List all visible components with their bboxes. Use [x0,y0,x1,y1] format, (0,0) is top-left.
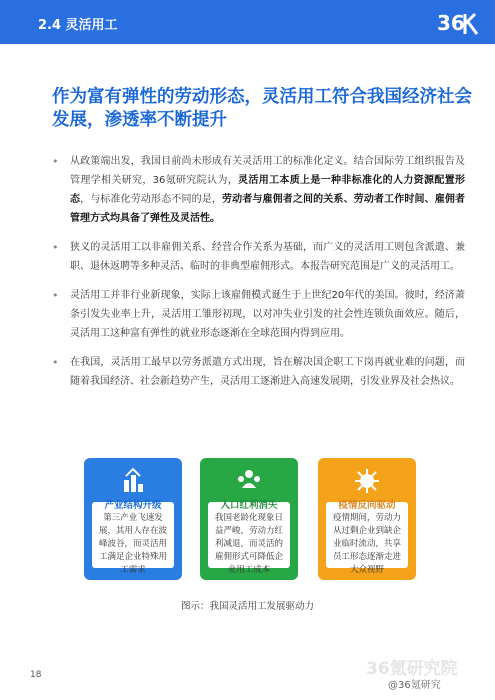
figure-caption: 图示：我国灵活用工发展驱动力 [180,601,314,612]
bullet-list [50,152,465,401]
bullet-item [50,353,465,391]
36kr-logo-icon [435,8,483,38]
bullet-dot-icon: • [52,356,59,369]
section-header-bar [0,0,495,44]
bullet-text: 灵活用工并非行业新现象，实际上该雇佣模式诞生于上世纪20年代的美国。彼时，经济萧条引发失业率上升，灵活用工雏形初现，以对冲失业引发的社会性连锁负面效应。随后，灵活用工这种富有弹性的就业形态逐渐在全球范围内得到应用。 [70,290,465,339]
virus-icon [352,466,382,496]
bullet-text: 狭义的灵活用工以非雇佣关系、经营合作关系为基础，而广义的灵活用工则包含派遣、兼职、退休返聘等多种灵活、临时的非典型雇佣形式。本报告研究范围是广义的灵活用工。 [70,242,465,272]
bullet-item [50,286,465,343]
driver-card [318,458,416,580]
watermark-text: 36氪研究院 [366,659,458,679]
svg-text:36: 36 [437,11,465,35]
bullet-bold-text: 灵活用工本质上是一种非标准化的人力资源配置形态 [70,175,465,205]
section-title: 2.4 灵活用工 [38,18,118,33]
card-text: 第三产业飞速发展，其用人存在波峰波谷，而灵活用工满足企业特殊用工需求 [98,513,167,575]
bullet-bold-text: 劳动者与雇佣者之间的关系、劳动者工作时间、雇佣者管理方式均具备了弹性及灵活性。 [70,194,466,224]
bullet-text: ，与标准化劳动形态不同的是， [80,194,222,205]
bullet-item [50,238,465,276]
page-headline: 作为富有弹性的劳动形态，灵活用工符合我国经济社会发展，渗透率不断提升 [52,87,472,130]
card-text: 疫情期间，劳动力从过剩企业到缺企业临时流动，共享员工形态逐渐走进大众视野 [332,513,401,575]
driver-card [200,458,298,580]
bullet-text: 从政策端出发，我国目前尚未形成有关灵活用工的标准化定义。结合国际劳工组织报告及管理学相关研究，36氪研究院认为， [70,156,465,186]
card-text: 我国老龄化现象日益严峻，劳动力红利减退，而灵活的雇佣形式可降低企业用工成本 [214,513,283,575]
watermark-handle: @36氪研究 [388,680,441,691]
page-number: 18 [30,670,42,680]
card-title: 人口红利消失 [220,500,278,511]
bullet-text: 在我国，灵活用工最早以劳务派遣方式出现，旨在解决国企职工下岗再就业难的问题，而随着我国经济、社会新趋势产生，灵活用工逐渐进入高速发展期，引发业界及社会热议。 [70,357,465,387]
bullet-item [50,152,465,228]
bullet-dot-icon: • [52,241,59,254]
industry-arrow-icon [118,466,148,496]
bullet-dot-icon: • [52,289,59,302]
people-icon [234,466,264,496]
driver-card [84,458,182,580]
card-title: 疫情反向驱动 [338,500,396,511]
card-title: 产业结构升级 [104,500,162,511]
bullet-dot-icon: • [52,155,59,168]
